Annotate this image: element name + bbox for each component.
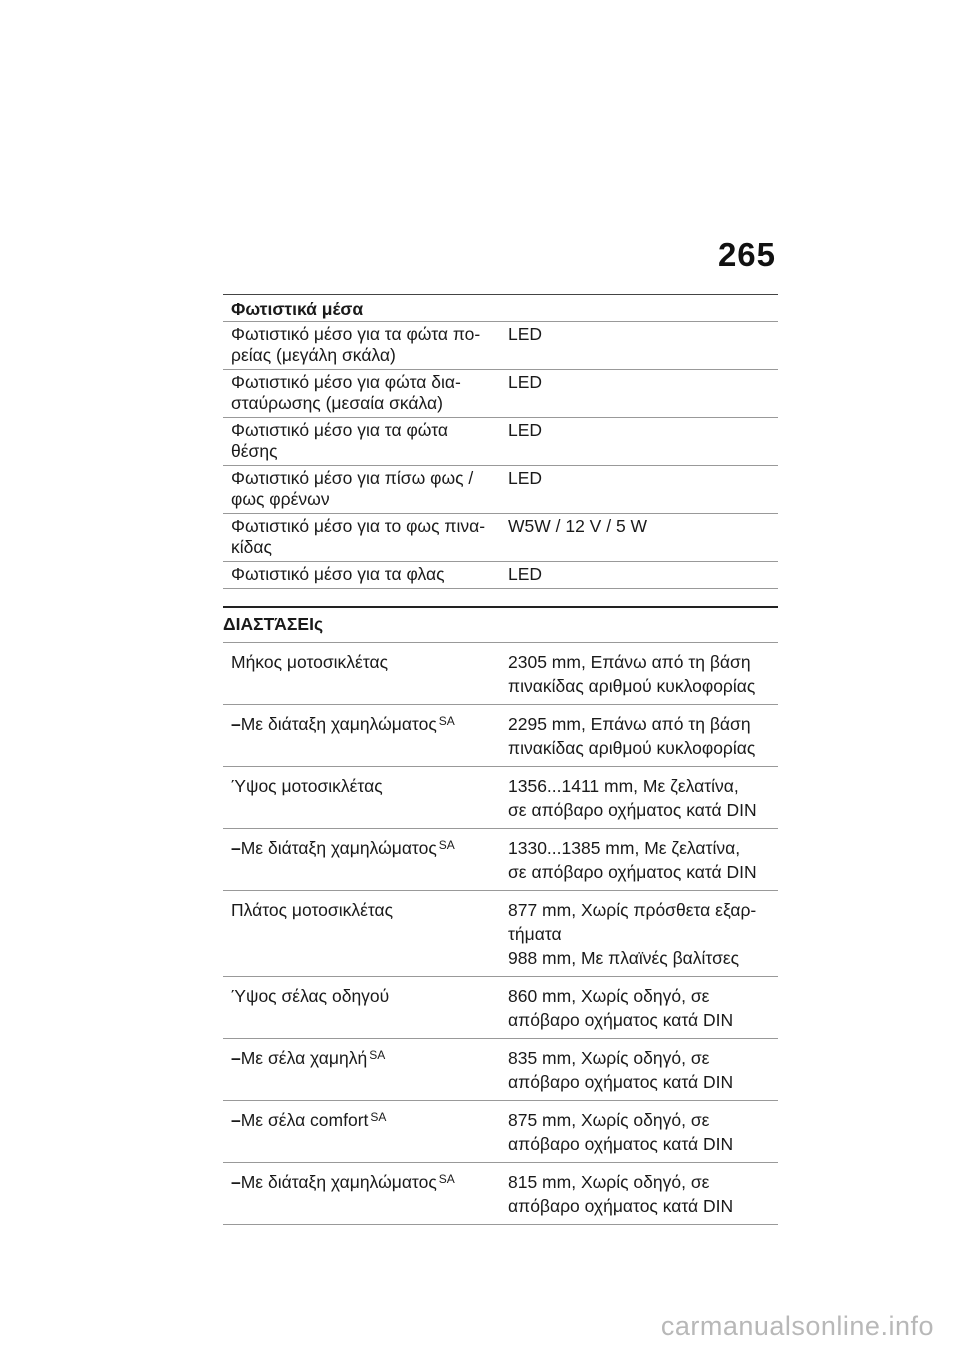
label-line: Φωτιστικό μέσο για φώτα δια- xyxy=(231,372,461,392)
sub-item-dash: – xyxy=(231,714,241,734)
value-line: απόβαρο οχήματος κατά DIN xyxy=(508,1010,734,1030)
special-accessory-marker: SA xyxy=(369,1048,386,1062)
dimension-label-text: Με σέλα comfort xyxy=(240,1110,369,1130)
dimension-label-text: Με διάταξη χαμηλώματος xyxy=(240,1172,437,1192)
table-row xyxy=(223,418,778,466)
table-row xyxy=(223,767,778,829)
table-row xyxy=(223,514,778,562)
value-line: 815 mm, Χωρίς οδηγό, σε xyxy=(508,1172,710,1192)
dimension-label-text: Με σέλα χαμηλή xyxy=(240,1048,368,1068)
dimension-label-text: Ύψος σέλας οδηγού xyxy=(231,986,390,1006)
table-row xyxy=(223,705,778,767)
label-line: Φωτιστικό μέσο για τα φώτα xyxy=(231,420,448,440)
lighting-value: LED xyxy=(508,372,543,392)
table-row xyxy=(223,829,778,891)
value-line: 835 mm, Χωρίς οδηγό, σε xyxy=(508,1048,710,1068)
value-line: 988 mm, Με πλαϊνές βαλίτσες xyxy=(508,948,740,968)
dimension-value xyxy=(500,1101,778,1162)
lighting-label xyxy=(223,562,500,588)
lighting-label xyxy=(223,514,500,561)
dimension-label xyxy=(223,891,500,976)
value-line: απόβαρο οχήματος κατά DIN xyxy=(508,1134,734,1154)
value-line: απόβαρο οχήματος κατά DIN xyxy=(508,1196,734,1216)
table-row xyxy=(223,1163,778,1225)
label-line: φως φρένων xyxy=(231,489,330,509)
page-number: 265 xyxy=(717,236,776,273)
dimension-label-text: Με διάταξη χαμηλώματος xyxy=(240,714,437,734)
value-line: 875 mm, Χωρίς οδηγό, σε xyxy=(508,1110,710,1130)
dimension-label-text: Με διάταξη χαμηλώματος xyxy=(240,838,437,858)
lighting-table xyxy=(223,294,778,589)
dimension-label xyxy=(223,705,500,766)
lighting-label xyxy=(223,322,500,369)
sub-item-dash: – xyxy=(231,1110,241,1130)
dimension-label xyxy=(223,1163,500,1224)
special-accessory-marker: SA xyxy=(370,1110,387,1124)
watermark: carmanualsonline.info xyxy=(660,1311,934,1341)
dimension-value xyxy=(500,705,778,766)
dimension-value xyxy=(500,643,778,704)
dimension-value xyxy=(500,767,778,828)
lighting-value: LED xyxy=(508,468,543,488)
special-accessory-marker: SA xyxy=(438,838,455,852)
label-line: Φωτιστικό μέσο για τα φώτα πο- xyxy=(231,324,481,344)
dimensions-table-title: ΔΙΑΣΤΆΣΕΙς xyxy=(223,606,778,643)
label-line: κίδας xyxy=(231,537,272,557)
value-line: πινακίδας αριθμού κυκλοφορίας xyxy=(508,738,756,758)
value-line: 2305 mm, Επάνω από τη βάση xyxy=(508,652,751,672)
dimensions-table xyxy=(223,606,778,1225)
lighting-value: W5W / 12 V / 5 W xyxy=(508,516,648,536)
dimension-value xyxy=(500,891,778,976)
table-row xyxy=(223,1039,778,1101)
value-line: πινακίδας αριθμού κυκλοφορίας xyxy=(508,676,756,696)
value-line: 1330...1385 mm, Με ζελατίνα, xyxy=(508,838,741,858)
special-accessory-marker: SA xyxy=(438,714,455,728)
table-row xyxy=(223,643,778,705)
value-line: 1356...1411 mm, Με ζελατίνα, xyxy=(508,776,739,796)
value-line: σε απόβαρο οχήματος κατά DIN xyxy=(508,800,757,820)
table-row xyxy=(223,891,778,977)
lighting-value: LED xyxy=(508,564,543,584)
lighting-label xyxy=(223,418,500,465)
dimension-label xyxy=(223,1101,500,1162)
table-row xyxy=(223,977,778,1039)
label-line: Φωτιστικό μέσο για πίσω φως / xyxy=(231,468,474,488)
lighting-value: LED xyxy=(508,420,543,440)
value-line: σε απόβαρο οχήματος κατά DIN xyxy=(508,862,757,882)
label-line: ρείας (μεγάλη σκάλα) xyxy=(231,345,396,365)
sub-item-dash: – xyxy=(231,1172,241,1192)
dimension-label xyxy=(223,643,500,704)
label-line: Φωτιστικό μέσο για τα φλας xyxy=(231,564,445,584)
table-row xyxy=(223,1101,778,1163)
lighting-label xyxy=(223,466,500,513)
table-row xyxy=(223,322,778,370)
table-row xyxy=(223,370,778,418)
value-line: τήματα xyxy=(508,924,562,944)
dimension-label-text: Ύψος μοτοσικλέτας xyxy=(231,776,383,796)
dimension-label xyxy=(223,829,500,890)
table-row xyxy=(223,466,778,514)
dimension-label xyxy=(223,977,500,1038)
value-line: απόβαρο οχήματος κατά DIN xyxy=(508,1072,734,1092)
dimension-label xyxy=(223,767,500,828)
dimension-value xyxy=(500,977,778,1038)
lighting-value: LED xyxy=(508,324,543,344)
dimension-value xyxy=(500,1163,778,1224)
sub-item-dash: – xyxy=(231,1048,241,1068)
sub-item-dash: – xyxy=(231,838,241,858)
lighting-label xyxy=(223,370,500,417)
label-line: Φωτιστικό μέσο για το φως πινα- xyxy=(231,516,486,536)
dimension-label-text: Πλάτος μοτοσικλέτας xyxy=(231,900,394,920)
label-line: σταύρωσης (μεσαία σκάλα) xyxy=(231,393,443,413)
special-accessory-marker: SA xyxy=(438,1172,455,1186)
dimension-label-text: Μήκος μοτοσικλέτας xyxy=(231,652,389,672)
dimensions-rows xyxy=(223,643,778,1225)
value-line: 2295 mm, Επάνω από τη βάση xyxy=(508,714,751,734)
dimension-label xyxy=(223,1039,500,1100)
value-line: 860 mm, Χωρίς οδηγό, σε xyxy=(508,986,710,1006)
dimension-value xyxy=(500,1039,778,1100)
value-line: 877 mm, Χωρίς πρόσθετα εξαρ- xyxy=(508,900,757,920)
table-row xyxy=(223,562,778,589)
label-line: θέσης xyxy=(231,441,278,461)
lighting-rows xyxy=(223,322,778,589)
dimension-value xyxy=(500,829,778,890)
lighting-table-title: Φωτιστικά μέσα xyxy=(223,294,778,322)
